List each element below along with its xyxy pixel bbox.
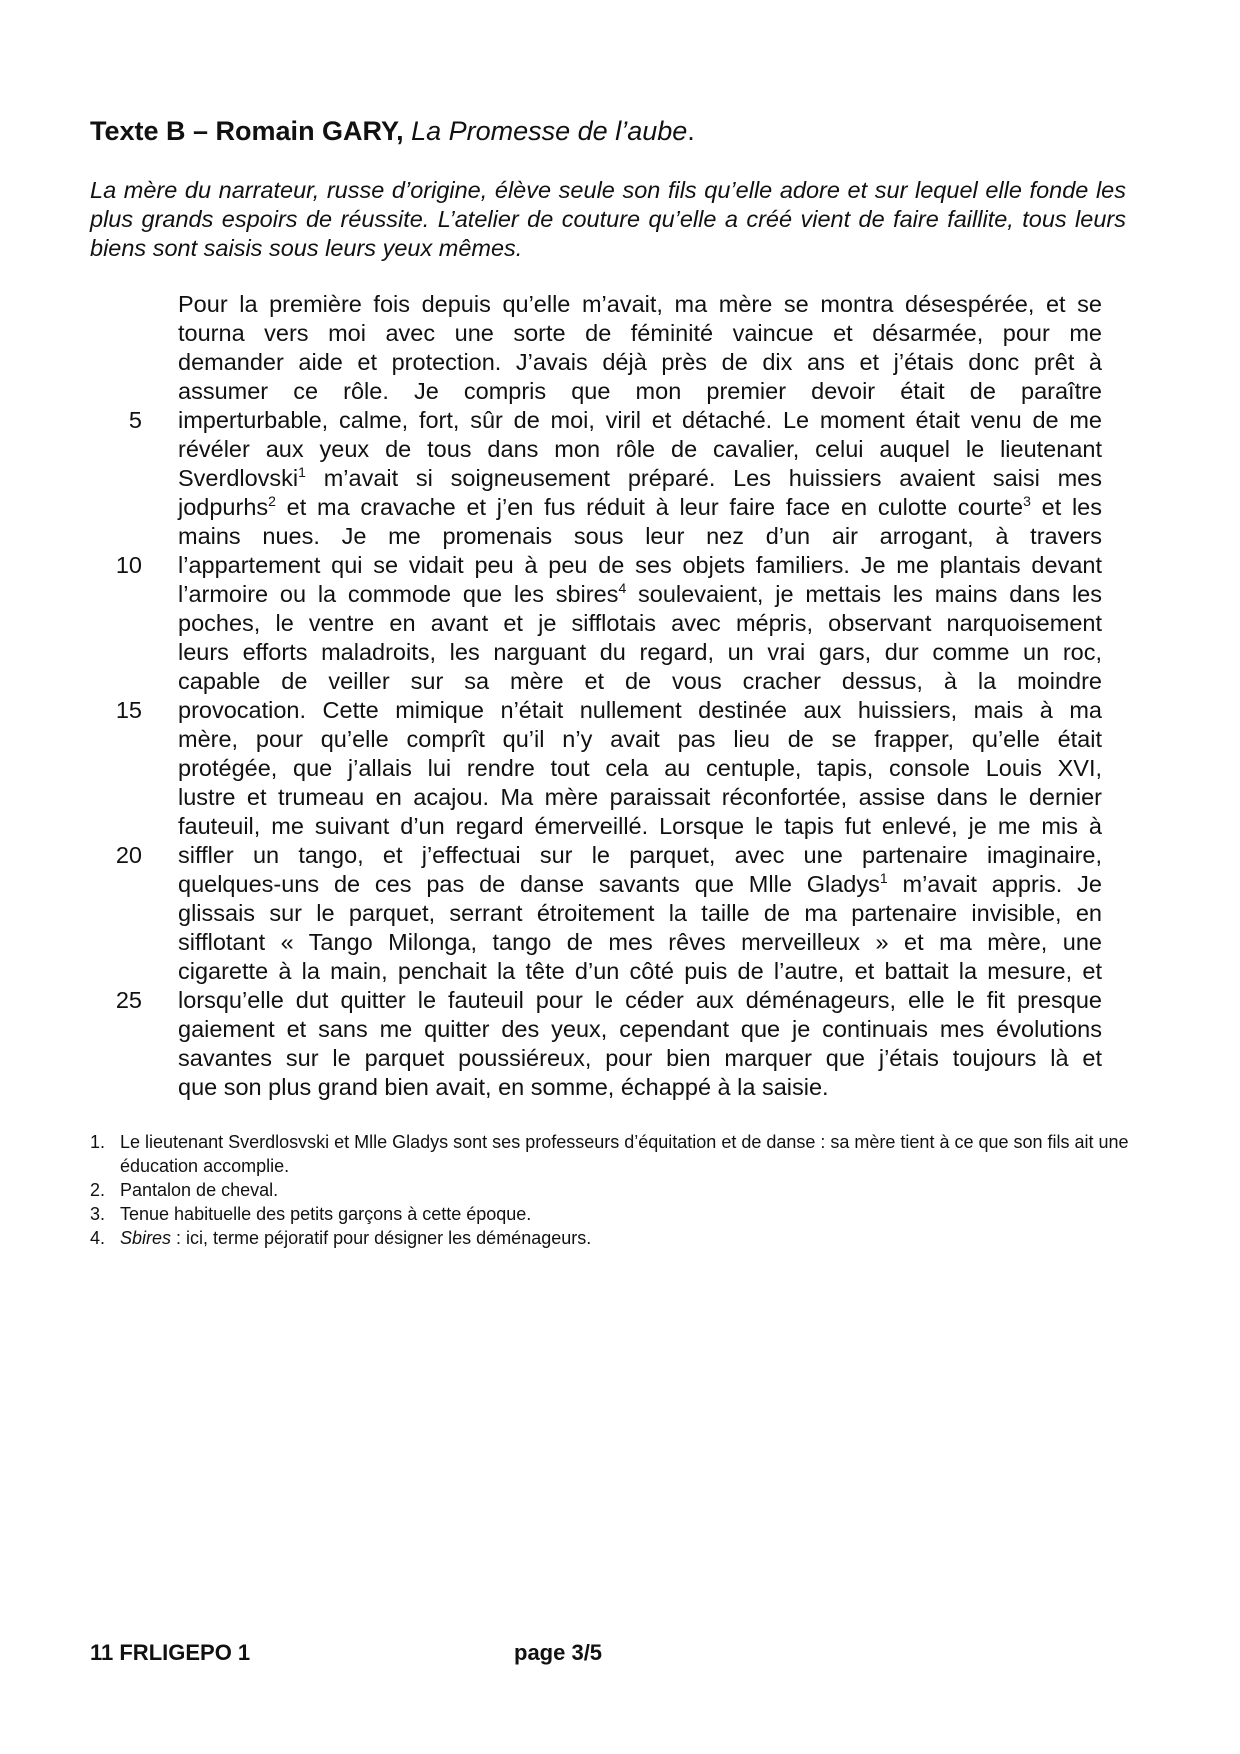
footnote-ref: 1 [879, 870, 888, 886]
introduction: La mère du narrateur, russe d’origine, élève seule son fils qu’elle adore et sur lequel elle fonde les plus grands espoirs de réussite. L’atelier de couture qu’elle a créé vient de faire faillite, tous leurs biens sont saisis sous leurs yeux mêmes. [90, 177, 1126, 261]
footnote-text: Le lieutenant Sverdlosvski et Mlle Gladys sont ses professeurs d’équitation et de danse : sa mère tient à ce que son fils ait une éducation accomplie. [120, 1132, 1129, 1176]
text-line: cigarette à la main, penchait la tête d’un côté puis de l’autre, et battait la mesure, et [178, 958, 1102, 984]
text-line: protégée, que j’allais lui rendre tout cela au centuple, tapis, console Louis XVI, [178, 755, 1102, 781]
text-line: l’armoire ou la commode que les sbires$^4$ soulevaient, je mettais les mains dans les [178, 580, 1102, 607]
page-footer [90, 1640, 690, 1670]
line-number: 15 [115, 697, 142, 723]
line-number: 10 [115, 552, 142, 578]
line-number: 25 [115, 987, 142, 1013]
page-number: page 3/5 [514, 1640, 603, 1665]
text-line: sifflotant « Tango Milonga, tango de mes rêves merveilleux » et ma mère, une [178, 929, 1102, 955]
text-line: glissais sur le parquet, serrant étroitement la taille de ma partenaire invisible, en [178, 900, 1102, 926]
footnote-number: 3. [90, 1204, 106, 1224]
footnote-ref: 2 [268, 493, 276, 509]
footnote-text: Pantalon de cheval. [120, 1180, 279, 1200]
main-text [115, 290, 1102, 1102]
text-line: tourna vers moi avec une sorte de féminité vaincue et désarmée, pour me [178, 320, 1102, 346]
line-number: 20 [115, 842, 142, 868]
text-line: gaiement et sans me quitter des yeux, cependant que je continuais mes évolutions [178, 1016, 1102, 1042]
text-line: assumer ce rôle. Je compris que mon premier devoir était de paraître [178, 378, 1102, 404]
text-line: 20 siffler un tango, et j’effectuai sur le parquet, avec une partenaire imaginaire, [178, 841, 1102, 870]
text-line: quelques-uns de ces pas de danse savants que Mlle Gladys$^1$ m’avait appris. Je [178, 870, 1102, 897]
text-line: capable de veiller sur sa mère et de vous cracher dessus, à la moindre [178, 668, 1102, 694]
text-line: révéler aux yeux de tous dans mon rôle de cavalier, celui auquel le lieutenant [178, 436, 1102, 462]
text-line: 15 provocation. Cette mimique n’était nullement destinée aux huissiers, mais à ma [178, 696, 1102, 725]
footnote-term: Sbires [120, 1228, 172, 1248]
footnote [90, 1226, 1170, 1250]
text-line: savantes sur le parquet poussiéreux, pour bien marquer que j’étais toujours là et [178, 1045, 1102, 1071]
footnote-number: 2. [90, 1180, 106, 1200]
text-line: Pour la première fois depuis qu’elle m’avait, ma mère se montra désespérée, et se [178, 291, 1102, 317]
title-period: . [687, 116, 695, 146]
text-line: mains nues. Je me promenais sous leur nez d’un air arrogant, à travers [178, 523, 1102, 549]
text-line: demander aide et protection. J’avais déjà près de dix ans et j’étais donc prêt à [178, 349, 1102, 375]
footnote-ref: 3 [1023, 493, 1031, 509]
text-line: jodpurhs$^2$ et ma cravache et j’en fus réduit à leur faire face en culotte courte$^3$ et les [178, 493, 1102, 520]
footnote [90, 1130, 1170, 1178]
footnote-number: 1. [90, 1132, 106, 1152]
text-line: fauteuil, me suivant d’un regard émerveillé. Lorsque le tapis fut enlevé, je me mis à [178, 813, 1102, 839]
footnote-number: 4. [90, 1228, 106, 1248]
document-title [90, 116, 695, 147]
text-line: mère, pour qu’elle comprît qu’il n’y avait pas lieu de se frapper, qu’elle était [178, 726, 1102, 752]
text-line: poches, le ventre en avant et je sifflotais avec mépris, observant narquoisement [178, 610, 1102, 636]
text-line: 10 l’appartement qui se vidait peu à peu de ses objets familiers. Je me plantais devant [178, 551, 1102, 580]
text-line: que son plus grand bien avait, en somme, échappé à la saisie. [178, 1074, 829, 1100]
text-line: leurs efforts maladroits, les narguant du regard, un vrai gars, dur comme un roc, [178, 639, 1102, 665]
text-line: lustre et trumeau en acajou. Ma mère paraissait réconfortée, assise dans le dernier [178, 784, 1102, 810]
title-author: Texte B – Romain GARY, [90, 116, 404, 146]
text-line: 25 lorsqu’elle dut quitter le fauteuil pour le céder aux déménageurs, elle le fit presque [178, 986, 1102, 1015]
footnotes [90, 1130, 1170, 1250]
footnote-text: Tenue habituelle des petits garçons à cette époque. [120, 1204, 532, 1224]
exam-code: 11 FRLIGEPO 1 [90, 1640, 251, 1665]
footnote [90, 1178, 1170, 1202]
text-line: Sverdlovski$^1$ m’avait si soigneusement préparé. Les huissiers avaient saisi mes [178, 464, 1102, 491]
footnote-ref: 1 [298, 464, 306, 480]
line-number: 5 [128, 407, 142, 433]
footnote [90, 1202, 1170, 1226]
text-line: 5 imperturbable, calme, fort, sûr de moi, viril et détaché. Le moment était venu de me [178, 406, 1102, 435]
footnote-ref: 4 [618, 580, 627, 596]
footnote-text: : ici, terme péjoratif pour désigner les déménageurs. [171, 1228, 592, 1248]
title-work: La Promesse de l’aube [411, 116, 688, 146]
